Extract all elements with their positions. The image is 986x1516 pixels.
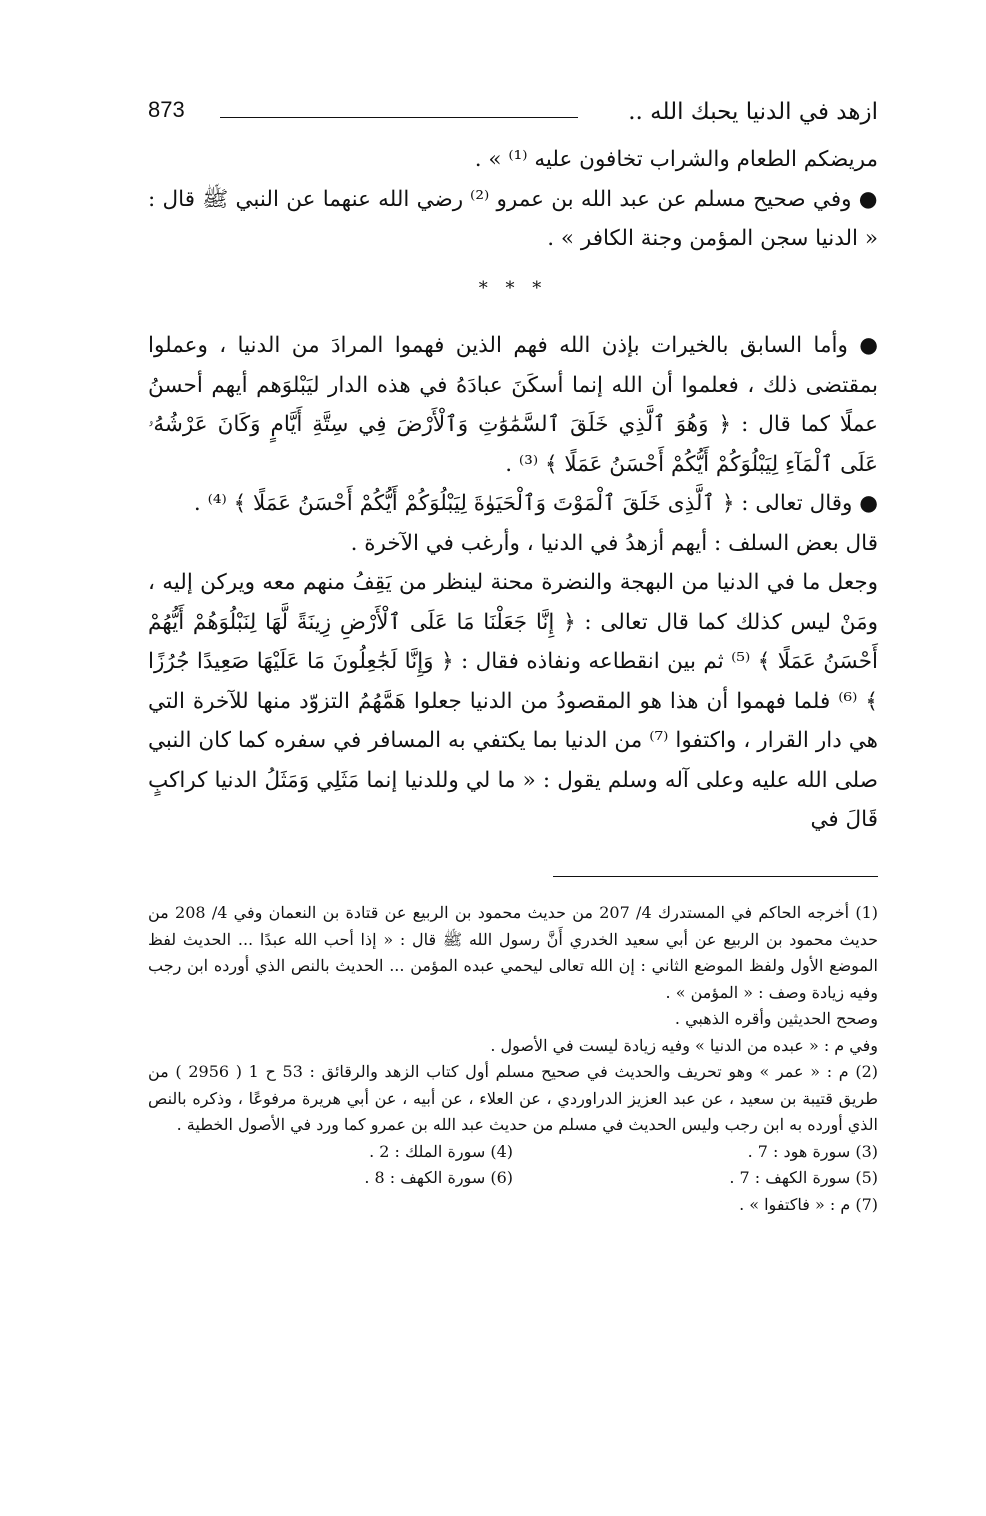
- running-title: ازهد في الدنيا يحبك الله ..: [628, 99, 878, 125]
- footnote-row: [148, 1165, 878, 1192]
- page-number: 873: [148, 97, 185, 122]
- footnote-3: (3) سورة هود : 7 .: [747, 1141, 878, 1161]
- paragraph-2: ● وفي صحيح مسلم عن عبد الله بن عمرو ⁽²⁾ رضي الله عنهما عن النبي ﷺ قال : « الدنيا سجن المؤمن وجنة الكافر » .: [148, 186, 878, 251]
- paragraph-6: وجعل ما في الدنيا من البهجة والنضرة محنة لينظر من يَقِفُ منهم معه ويركن إليه ، ومَنْ ليس كذلك كما قال تعالى : ﴿ إِنَّا جَعَلْنَا مَا عَلَى ٱلْأَرْضِ زِينَةً لَّهَا لِنَبْلُوَهُمْ أَيُّهُمْ أَحْسَنُ عَمَلًا ﴾ ⁽⁵⁾ ثم بين انقطاعه ونفاذه فقال : ﴿ وَإِنَّا لَجَٰعِلُونَ مَا عَلَيْهَا صَعِيدًا جُرُزًا ﴾ ⁽⁶⁾ فلما فهموا أن هذا هو المقصودُ من الدنيا جعلوا هَمَّهُمُ التزوّد منها للآخرة التي هي دار القرار ، واكتفوا ⁽⁷⁾ من الدنيا بما يكتفي به المسافر في سفره كما كان النبي صلى الله عليه وعلى آله وسلم يقول : « ما لي وللدنيا إنما مَثَلِي وَمَثَلُ الدنيا كراكبٍ قَالَ في: [148, 570, 879, 832]
- footnote-rule: [553, 876, 878, 877]
- paragraph-3: ● وأما السابق بالخيرات بإذن الله فهم الذين فهموا المرادَ من الدنيا ، وعملوا بمقتضى ذلك ، فعلموا أن الله إنما أسكَنَ عبادَهُ في هذه الدار ليَبْلوَهم أيهم أحسنُ عملًا كما قال : ﴿ وَهُوَ ٱلَّذِي خَلَقَ ٱلسَّمَٰوَٰتِ وَٱلْأَرْضَ فِي سِتَّةِ أَيَّامٍ وَكَانَ عَرْشُهُۥ عَلَى ٱلْمَآءِ لِيَبْلُوَكُمْ أَيُّكُمْ أَحْسَنُ عَمَلًا ﴾ ⁽³⁾ .: [148, 333, 878, 477]
- footnote-4: (4) سورة الملك : 2 .: [369, 1141, 513, 1161]
- page-header: [148, 95, 878, 135]
- paragraph-1: مريضكم الطعام والشراب تخافون عليه ⁽¹⁾ » .: [474, 147, 878, 172]
- main-text: [148, 140, 878, 840]
- footnote-7: (7) م : « فاكتفوا » .: [739, 1194, 878, 1214]
- footnote-1-cont: وفي م : « عبده من الدنيا » وفيه زيادة ليست في الأصول .: [490, 1035, 878, 1055]
- footnote-1: (1) أخرجه الحاكم في المستدرك 4/ 207 من حديث محمود بن الربيع عن قتادة بن النعمان وفي 4/ 208 من حديث محمود بن الربيع عن أبي سعيد الخدري أَنَّ رسول الله ﷺ قال : « إذا أحب الله عبدًا ... الحديث لفظ الموضع الأول ولفظ الموضع الثاني : إن الله تعالى ليحمي عبده المؤمن ... الحديث بالنص الذي أورده ابن رجب وفيه زيادة وصف : « المؤمن » .: [148, 903, 879, 1002]
- footnote-1-cont: وصحح الحديثين وأقره الذهبي .: [674, 1009, 878, 1028]
- section-separator: * * *: [478, 277, 548, 299]
- footnote-5: (5) سورة الكهف : 7 .: [729, 1168, 878, 1187]
- footnote-2: (2) م : « عمر » وهو تحريف والحديث في صحيح مسلم أول كتاب الزهد والرقائق : 53 ح 1 ( 2956 ) من طريق قتيبة بن سعيد ، عن عبد العزيز الدراوردي ، عن العلاء ، عن أبيه ، عن أبي هريرة مرفوعًا ، وذكره بالنص الذي أورده به ابن رجب وليس الحديث في مسلم من حديث عبد الله بن عمرو كما ورد في الأصول الخطية .: [148, 1062, 879, 1134]
- paragraph-4: ● وقال تعالى : ﴿ ٱلَّذِى خَلَقَ ٱلْمَوْتَ وَٱلْحَيَوٰةَ لِيَبْلُوَكُمْ أَيُّكُمْ أَحْسَنُ عَمَلًا ﴾ ⁽⁴⁾ .: [193, 491, 878, 516]
- footnote-row: [148, 1139, 878, 1166]
- paragraph-5: قال بعض السلف : أيهم أزهدُ في الدنيا ، وأرغب في الآخرة .: [350, 530, 878, 556]
- header-rule: [220, 117, 578, 118]
- footnotes: [148, 900, 878, 1218]
- footnote-6: (6) سورة الكهف : 8 .: [364, 1168, 513, 1187]
